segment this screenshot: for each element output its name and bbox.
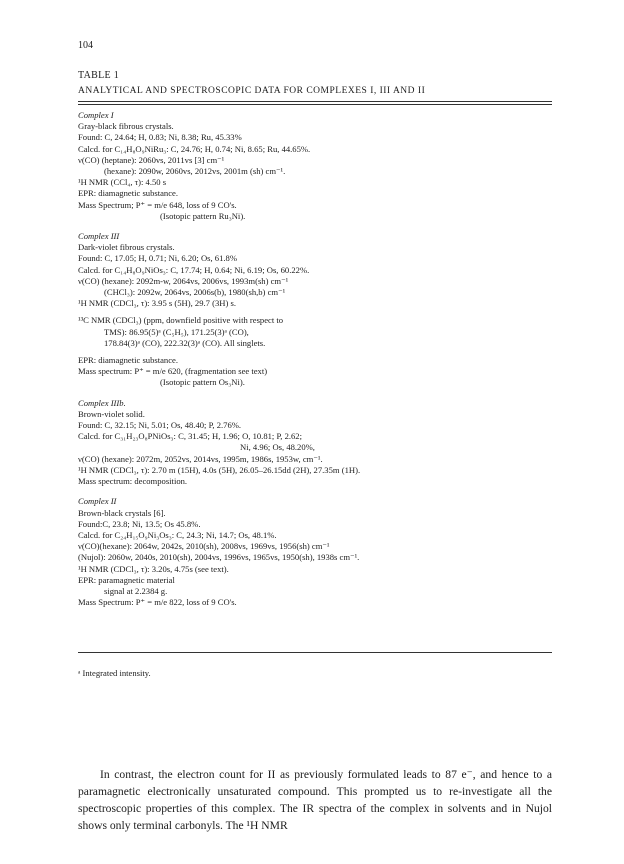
table-line: (Isotopic pattern Ru₃Ni). xyxy=(160,210,246,221)
table-line: ¹H NMR (CDCl₃, τ): 3.95 s (5H), 29.7 (3H) s. xyxy=(78,298,236,309)
table-line: ν(CO) (hexane): 2092m-w, 2064vs, 2006vs, 1993m(sh) cm⁻¹ xyxy=(78,275,289,286)
table-line: ¹H NMR (CDCl₃, τ): 3.20s, 4.75s (see text). xyxy=(78,563,229,574)
table-line: TMS): 86.95(5)ᵃ (C₅H₅), 171.25(3)ᵃ (CO), xyxy=(104,326,249,337)
table-line: signal at 2.2384 g. xyxy=(104,585,168,596)
table-top-rule xyxy=(78,101,552,105)
table-line: (Isotopic pattern Os₃Ni). xyxy=(160,377,245,388)
table-line: Gray-black fibrous crystals. xyxy=(78,121,174,132)
table-line: (CHCl₃): 2092w, 2064vs, 2006s(b), 1980(sh,b) cm⁻¹ xyxy=(104,287,286,298)
table-line: ¹H NMR (CCl₄, τ): 4.50 s xyxy=(78,177,167,188)
table-line: ν(CO) (heptane): 2060vs, 2011vs [3] cm⁻¹ xyxy=(78,154,225,165)
table-footnote: ᵃ Integrated intensity. xyxy=(78,668,151,678)
complex-2-heading: Complex II xyxy=(78,496,117,507)
table-line: Mass Spectrum: P⁺ = m/e 822, loss of 9 CO's. xyxy=(78,597,237,608)
table-body xyxy=(78,110,552,608)
table-label: TABLE 1 xyxy=(78,70,120,81)
table-line: 178.84(3)ᵃ (CO), 222.32(3)ᵃ (CO). All singlets. xyxy=(104,337,266,348)
body-text xyxy=(78,766,552,834)
table-bottom-rule xyxy=(78,652,552,653)
table-line: Found: C, 24.64; H, 0.83; Ni, 8.38; Ru, 45.33% xyxy=(78,132,242,143)
table-line: Found: C, 17.05; H, 0.71; Ni, 6.20; Os, 61.8% xyxy=(78,253,237,264)
table-title: ANALYTICAL AND SPECTROSCOPIC DATA FOR COMPLEXES I, III AND II xyxy=(78,86,426,96)
table-line: (hexane): 2090w, 2060vs, 2012vs, 2001m (sh) cm⁻¹. xyxy=(104,166,286,177)
complex-1-heading: Complex I xyxy=(78,110,114,120)
table-line: Found: C, 32.15; Ni, 5.01; Os, 48.40; P, 2.76%. xyxy=(78,420,242,431)
table-line: Brown-black crystals [6]. xyxy=(78,507,166,518)
body-paragraph: In contrast, the electron count for II as previously formulated leads to 87 e⁻, and hence to a paramagnetic electronically unsaturated compound. This prompted us to re-investigate all the spectroscopic properties of this complex. The IR spectra of the complex in solvents and in Nujol shows only terminal carbonyls. The ¹H NMR xyxy=(78,768,552,832)
table-line: Mass Spectrum; P⁺ = m/e 648, loss of 9 CO's. xyxy=(78,199,237,210)
complex-3b-heading: Complex IIIb. xyxy=(78,397,126,408)
table-line: Calcd. for C₃₁H₂₃O₈PNiOs₃: C, 31.45; H, 1.96; O, 10.81; P, 2.62; xyxy=(78,431,302,442)
table-line: ¹³C NMR (CDCl₃) (ppm, downfield positive with respect to xyxy=(78,315,284,326)
table-line: Brown-violet solid. xyxy=(78,408,145,419)
table-line: Mass spectrum: P⁺ = m/e 620, (fragmentation see text) xyxy=(78,366,268,377)
table-line: Ni, 4.96; Os, 48.20%, xyxy=(240,442,315,453)
table-line: EPR: diamagnetic substance. xyxy=(78,188,178,199)
page-number: 104 xyxy=(78,40,93,51)
table-line: Calcd. for C₁₄H₈O₉NiRu₃: C, 24.76; H, 0.74; Ni, 8.65; Ru, 44.65%. xyxy=(78,143,311,154)
table-line: EPR: paramagnetic material xyxy=(78,574,175,585)
table-line: Dark-violet fibrous crystals. xyxy=(78,242,175,253)
table-line: ν(CO)(hexane): 2064w, 2042s, 2010(sh), 2008vs, 1969vs, 1956(sh) cm⁻¹ xyxy=(78,541,330,552)
table-line: EPR: diamagnetic substance. xyxy=(78,355,178,366)
table-line: Calcd. for C₂₄H₁₅O₉Ni₃Os₃: C, 24.3; Ni, 14.7; Os, 48.1%. xyxy=(78,529,277,540)
table-line: Mass spectrum: decomposition. xyxy=(78,476,188,487)
table-line: ν(CO) (hexane): 2072m, 2052vs, 2014vs, 1995m, 1986s, 1953w, cm⁻¹. xyxy=(78,453,323,464)
table-line: (Nujol): 2060w, 2040s, 2010(sh), 2004vs, 1996vs, 1965vs, 1950(sh), 1938s cm⁻¹. xyxy=(78,552,360,563)
table-line: ¹H NMR (CDCl₃, τ): 2.70 m (15H), 4.0s (5H), 26.05–26.15dd (2H), 27.35m (1H). xyxy=(78,464,361,475)
table-line: Found:C, 23.8; Ni, 13.5; Os 45.8%. xyxy=(78,518,201,529)
complex-3-heading: Complex III xyxy=(78,231,120,242)
table-line: Calcd. for C₁₄H₈O₉NiOs₃: C, 17.74; H, 0.64; Ni, 6.19; Os, 60.22%. xyxy=(78,264,310,275)
